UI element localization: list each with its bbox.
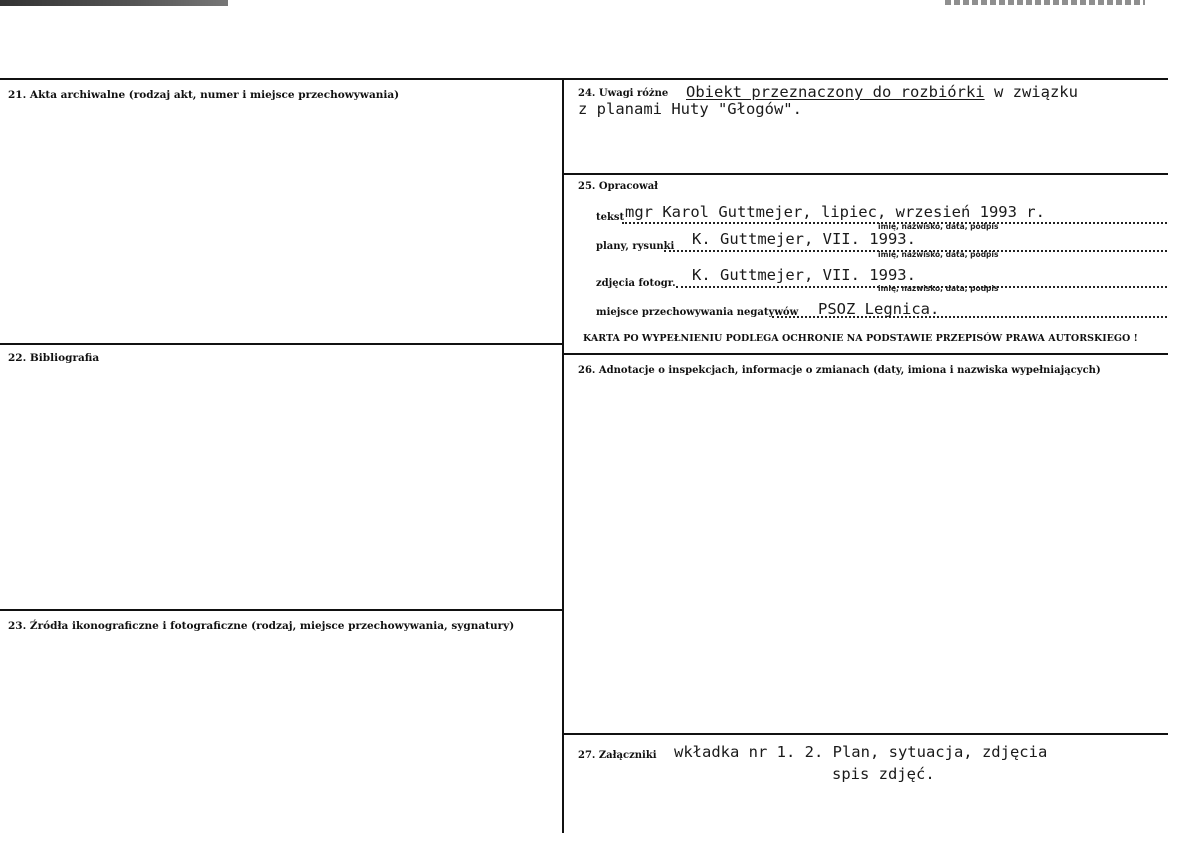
section-27-text-line-2: spis zdjęć.	[832, 765, 935, 783]
field-hint-photos: imię, nazwisko, data, podpis	[878, 284, 999, 293]
field-label-photos: zdjęcia fotogr.	[596, 278, 676, 289]
top-rule	[0, 78, 1168, 80]
section-24-label: 24. Uwagi różne	[578, 88, 669, 99]
scan-edge-artifact	[0, 0, 228, 6]
field-label-plans: plany, rysunki	[596, 241, 675, 252]
section-26-label: 26. Adnotacje o inspekcjach, informacje o zmianach (daty, imiona i nazwiska wypełniających)	[578, 365, 1101, 376]
section-27-text-line-1: wkładka nr 1. 2. Plan, sytuacja, zdjęcia	[674, 743, 1048, 761]
section-24-text-line-1	[686, 83, 1078, 101]
rule-22-23	[0, 609, 562, 611]
rule-21-22	[0, 343, 562, 345]
field-hint-plans: imię, nazwisko, data, podpis	[878, 250, 999, 259]
field-value-text: mgr Karol Guttmejer, lipiec, wrzesień 1993 r.	[625, 203, 1045, 221]
section-27-label: 27. Załączniki	[578, 750, 657, 761]
demolition-note: Obiekt przeznaczony do rozbiórki	[686, 83, 985, 101]
section-21-label: 21. Akta archiwalne (rodzaj akt, numer i miejsce przechowywania)	[8, 89, 400, 101]
field-value-negatives: PSOZ Legnica.	[818, 300, 940, 318]
copyright-notice: KARTA PO WYPEŁNIENIU PODLEGA OCHRONIE NA PODSTAWIE PRZEPISÓW PRAWA AUTORSKIEGO !	[583, 333, 1138, 344]
scan-edge-artifact	[945, 0, 1145, 5]
section-25-label: 25. Opracował	[578, 181, 659, 192]
rule-25-26	[564, 353, 1168, 355]
field-label-negatives: miejsce przechowywania negatywów	[596, 307, 799, 318]
demolition-note-rest: w związku	[984, 83, 1078, 101]
section-22-label: 22. Bibliografia	[8, 352, 100, 364]
field-value-plans: K. Guttmejer, VII. 1993.	[692, 230, 916, 248]
section-23-label: 23. Źródła ikonograficzne i fotograficzne (rodzaj, miejsce przechowywania, sygnatury)	[8, 620, 515, 632]
rule-26-27	[564, 733, 1168, 735]
field-label-text: tekst	[596, 212, 625, 223]
field-value-photos: K. Guttmejer, VII. 1993.	[692, 266, 916, 284]
rule-24-25	[564, 173, 1168, 175]
field-hint-text: imię, nazwisko, data, podpis	[878, 222, 999, 231]
center-divider	[562, 78, 564, 833]
section-24-text-line-2: z planami Huty "Głogów".	[578, 100, 802, 118]
